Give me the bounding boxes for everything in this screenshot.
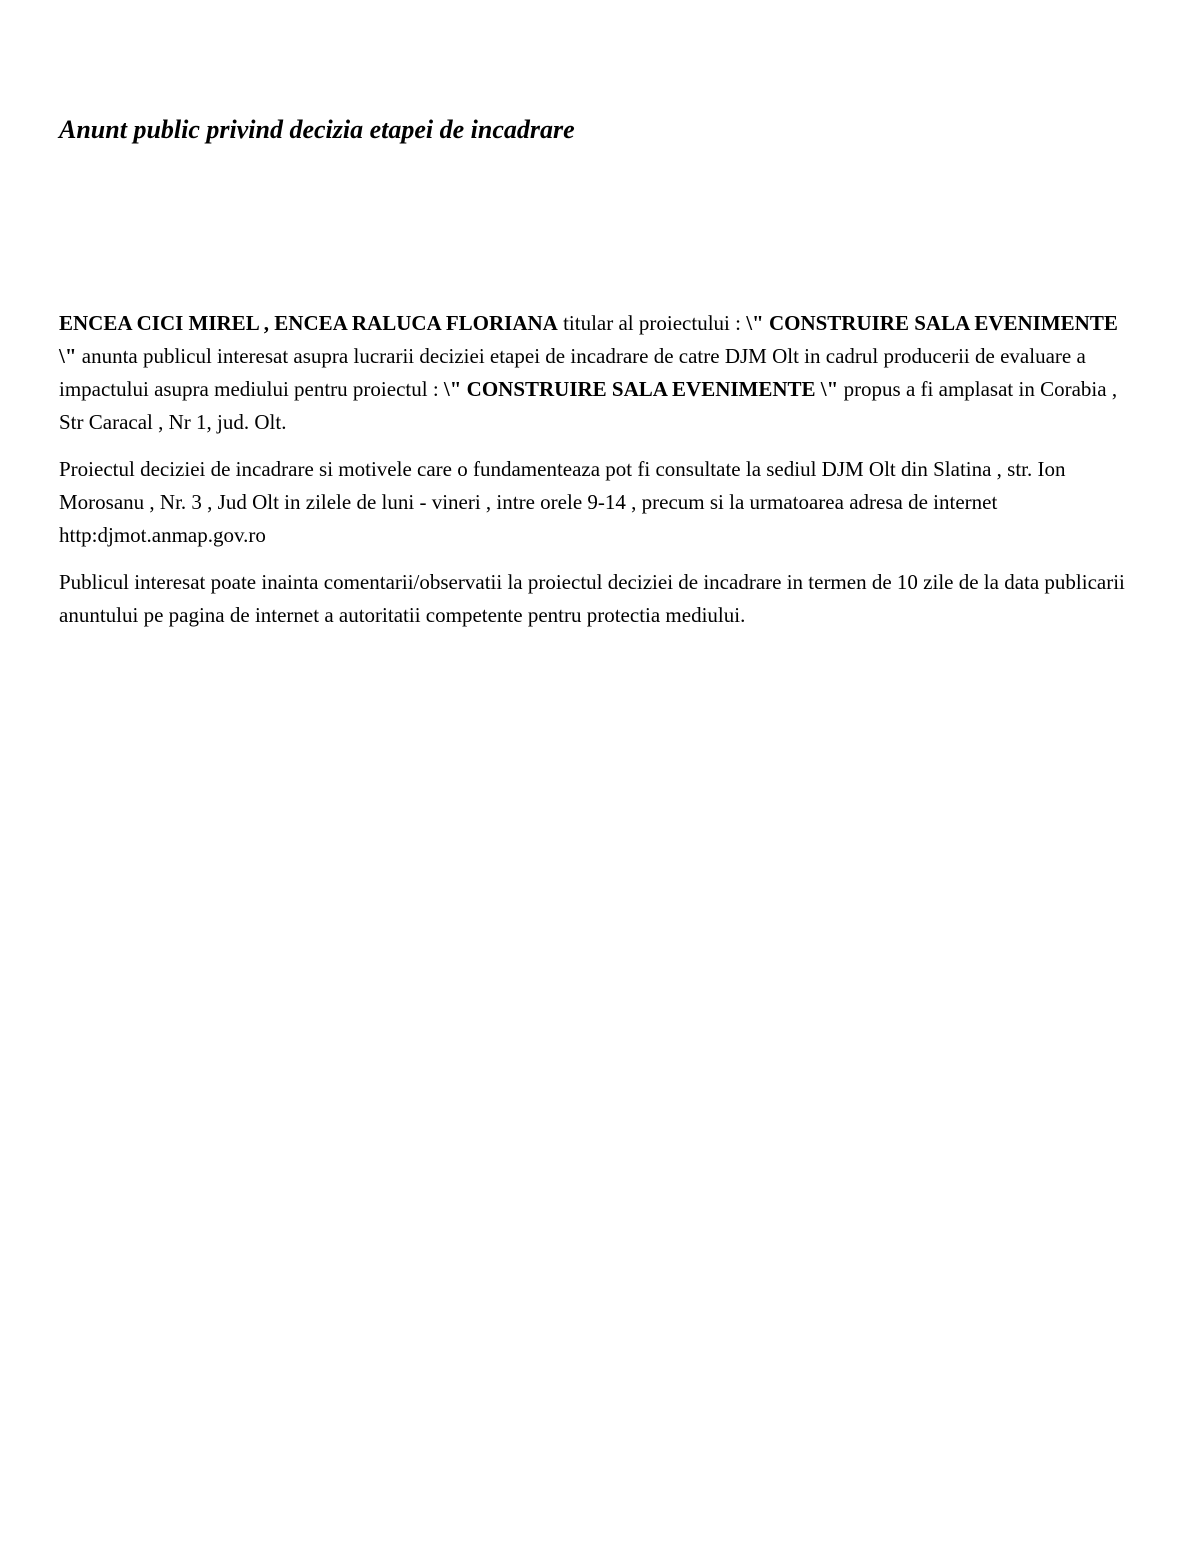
consultation-paragraph: Proiectul deciziei de incadrare si motivele care o fundamenteaza pot fi consultate la sediul DJM Olt din Slatina , str. Ion Morosanu , Nr. 3 , Jud Olt in zilele de luni - vineri , intre orele 9-14 , precum si la urmatoarea adresa de internet http:djmot.anmap.gov.ro [59, 457, 1066, 547]
project-name: \" CONSTRUIRE SALA EVENIMENTE \" [443, 377, 839, 401]
comments-paragraph: Publicul interesat poate inainta comentarii/observatii la proiectul deciziei de incadrare in termen de 10 zile de la data publicarii anuntului pe pagina de internet a autoritatii competente pentru protectia mediului. [59, 570, 1125, 627]
document-body [59, 307, 1129, 646]
document-title: Anunt public privind decizia etapei de incadrare [59, 115, 575, 144]
announcement-text-2: anunta publicul interesat asupra lucrarii deciziei etapei de incadrare de catre DJM Olt in cadrul producerii de evaluare a impactului asupra mediului pentru proiectul : [59, 344, 1086, 401]
project-name: \" CONSTRUIRE SALA EVENIMENTE \" [59, 311, 1118, 368]
project-holders: ENCEA CICI MIREL , ENCEA RALUCA FLORIANA [59, 311, 558, 335]
announcement-text-3: propus a fi amplasat in Corabia , Str Caracal , Nr 1, jud. Olt. [59, 377, 1118, 434]
announcement-text-1: titular al proiectului : [557, 311, 747, 335]
announcement-paragraph [59, 307, 1129, 439]
